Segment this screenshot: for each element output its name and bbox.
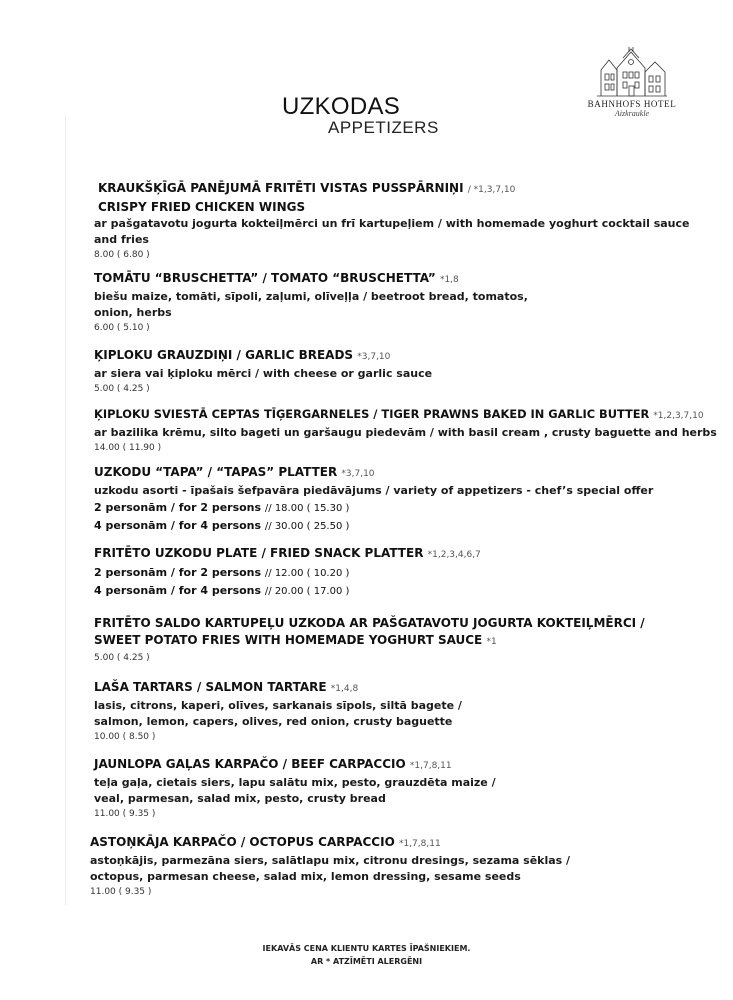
hotel-building-icon [593,46,671,98]
menu-item-tomato-bruschetta [94,270,724,336]
item-price: 11.00 ( 9.35 ) [94,809,156,819]
item-allergens: *1 [486,637,497,647]
item-price: 5.00 ( 4.25 ) [94,384,150,394]
item-allergens: *1,7,8,11 [398,839,441,849]
item-name [94,679,724,698]
item-allergens: *3,7,10 [357,352,391,362]
item-name [94,545,724,564]
item-allergens: *3,7,10 [341,469,375,479]
item-name [94,464,724,483]
hotel-logo [586,46,678,118]
item-allergens: *1,2,3,7,10 [653,411,704,421]
item-allergens: *1,7,8,11 [409,761,452,771]
portion-option [94,564,724,582]
portion-price: // 18.00 ( 15.30 ) [264,503,350,514]
menu-item-garlic-breads [94,347,724,397]
item-allergens: / *1,3,7,10 [467,185,516,195]
footer-notes [0,942,733,968]
item-name [94,756,724,775]
item-name-en: CRISPY FRIED CHICKEN WINGS [98,200,306,214]
page-subtitle: APPETIZERS [328,118,439,137]
menu-item-sweet-potato-fries [94,615,724,666]
portion-label: 4 personām / for 4 persons [94,584,262,597]
item-name-text: ĶIPLOKU GRAUZDIŅI / GARLIC BREADS [94,348,354,362]
menu-item-fried-snack-platter [94,545,724,600]
item-name-lv: KRAUKŠĶĪGĀ PANĒJUMĀ FRITĒTI VISTAS PUSSPĀRNIŅI [98,181,464,195]
menu-item-chicken-wings [94,180,724,263]
menu-item-tiger-prawns [94,406,724,456]
item-description-en: octopus, parmesan cheese, salad mix, lemon dressing, sesame seeds [90,870,521,883]
menu-item-salmon-tartare [94,679,724,745]
item-allergens: *1,8 [439,275,459,285]
portion-option [94,499,724,517]
item-description: ar siera vai ķiploku mērci / with cheese or garlic sauce [94,367,433,380]
portion-price: // 12.00 ( 10.20 ) [264,568,350,579]
item-description-en: salmon, lemon, capers, olives, red onion, crusty baguette [94,715,453,728]
item-allergens: *1,4,8 [330,684,359,694]
item-name-text: FRITĒTO UZKODU PLATE / FRIED SNACK PLATTER [94,546,424,560]
item-name-text: JAUNLOPA GAĻAS KARPAČO / BEEF CARPACCIO [94,757,406,771]
item-name [94,180,724,199]
item-description-en: veal, parmesan, salad mix, pesto, crusty bread [94,792,386,805]
portion-option [94,517,724,535]
item-description: ar bazilika krēmu, silto bageti un garšaugu piedevām / with basil cream , crusty baguette and herbs [94,426,717,439]
item-price: 6.00 ( 5.10 ) [94,323,150,333]
item-description: lasis, citrons, kaperi, olīves, sarkanais sīpols, siltā bagete / [94,699,462,712]
item-price: 14.00 ( 11.90 ) [94,443,162,453]
item-name [94,406,724,425]
decorative-divider [65,115,66,905]
item-name [94,632,724,651]
item-price: 11.00 ( 9.35 ) [90,887,152,897]
item-description: biešu maize, tomāti, sīpoli, zaļumi, olīveļļa / beetroot bread, tomatos, onion, herbs [94,290,528,319]
item-description: uzkodu asorti - īpašais šefpavāra piedāvājums / variety of appetizers - chef’s special offer [94,484,654,497]
item-price: 10.00 ( 8.50 ) [94,732,156,742]
item-name-text: TOMĀTU “BRUSCHETTA” / TOMATO “BRUSCHETTA” [94,271,436,285]
item-description: ar pašgatavotu jogurta kokteiļmērci un frī kartupeļiem / with homemade yoghurt cocktail sauce and fries [94,217,690,246]
item-name [90,834,720,853]
footer-card-note: IEKAVĀS CENA KLIENTU KARTES ĪPAŠNIEKIEM. [262,944,471,953]
item-allergens: *1,2,3,4,6,7 [427,550,481,560]
item-name-text: UZKODU “TAPA” / “TAPAS” PLATTER [94,465,338,479]
item-description: teļa gaļa, cietais siers, lapu salātu mix, pesto, grauzdēta maize / [94,776,496,789]
item-name-text: ASTOŅKĀJA KARPAČO / OCTOPUS CARPACCIO [90,835,395,849]
footer-allergen-note: AR * ATZĪMĒTI ALERGĒNI [310,957,423,966]
item-price: 5.00 ( 4.25 ) [94,653,150,663]
item-description: astoņkājis, parmezāna siers, salātlapu mix, citronu dresings, sezama sēklas / [90,854,571,867]
menu-item-tapas-platter [94,464,724,535]
portion-label: 4 personām / for 4 persons [94,519,262,532]
item-name-text: ĶIPLOKU SVIESTĀ CEPTAS TĪĢERGARNELES / TIGER PRAWNS BAKED IN GARLIC BUTTER [94,407,650,421]
portion-price: // 30.00 ( 25.50 ) [264,521,350,532]
hotel-name: BAHNHOFS HOTEL [587,99,677,109]
item-name-en: SWEET POTATO FRIES WITH HOMEMADE YOGHURT SAUCE [94,633,483,647]
portion-label: 2 personām / for 2 persons [94,501,262,514]
item-name-text: LAŠA TARTARS / SALMON TARTARE [94,680,327,694]
menu-item-beef-carpaccio [94,756,724,822]
portion-option [94,582,724,600]
hotel-script-signature: Aizkraukle [614,109,650,118]
item-price: 8.00 ( 6.80 ) [94,250,150,260]
portion-price: // 20.00 ( 17.00 ) [264,586,350,597]
portion-label: 2 personām / for 2 persons [94,566,262,579]
menu-item-octopus-carpaccio [90,834,720,900]
item-name [94,270,724,289]
item-name [94,347,724,366]
page-title: UZKODAS [282,93,401,120]
item-name-lv: FRITĒTO SALDO KARTUPEĻU UZKODA AR PAŠGATAVOTU JOGURTA KOKTEIĻMĒRCI / [94,616,645,630]
